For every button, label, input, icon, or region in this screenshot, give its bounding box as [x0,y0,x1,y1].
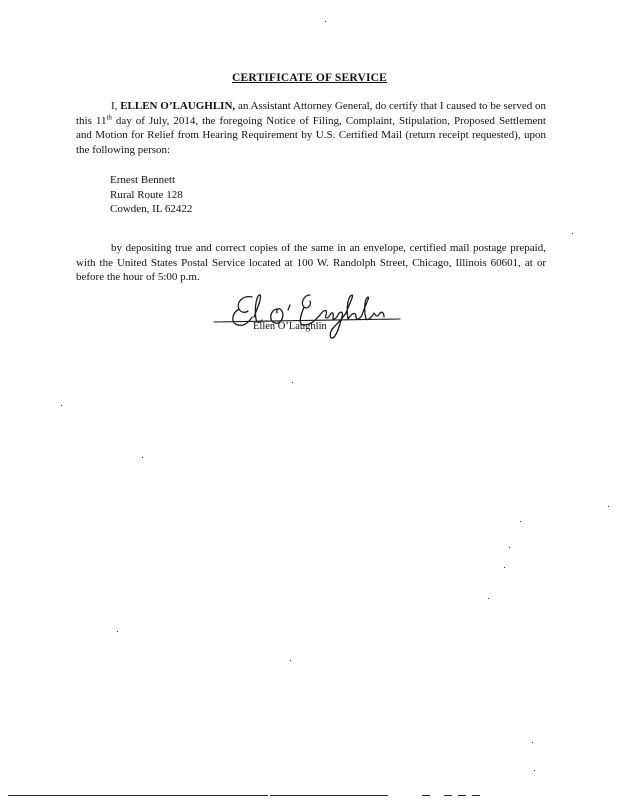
para1-text-a: an Assistant Attorney General, do certify that I caused to be served on this 11 [76,100,546,127]
recipient-address [110,173,192,217]
day-superscript: th [106,112,112,121]
certification-paragraph [76,99,546,157]
recipient-name: Ernest Bennett [110,174,176,186]
footer-dash-3 [458,795,466,796]
para1-text-b: day of July, 2014, the foregoing Notice of Filing, Complaint, Stipulation, Proposed Settlement and Motion for Relief from Hearing Requirement by U.S. Certified Mail (return receipt requested), upon the following person: [76,114,546,156]
footer-dash-4 [472,795,480,796]
address-line-2: Cowden, IL 62422 [110,203,193,215]
footer-line-2 [270,795,388,796]
attorney-name: ELLEN O’LAUGHLIN, [120,100,236,112]
delivery-paragraph: by depositing true and correct copies of the same in an envelope, certified mail postage prepaid, with the United States Postal Service located at 100 W. Randolph Street, Chicago, Illinois 60601, at or before the hour of 5:00 p.m. [76,242,546,283]
certificate-title: CERTIFICATE OF SERVICE [231,72,388,84]
footer-dash-2 [444,795,452,796]
footer-line-1 [8,795,268,796]
para1-lead: I, [111,100,121,112]
address-line-1: Rural Route 128 [110,188,183,201]
signer-name: Ellen O’Laughlin [253,321,327,332]
handwritten-signature [212,283,402,345]
footer-dash-1 [422,795,430,796]
